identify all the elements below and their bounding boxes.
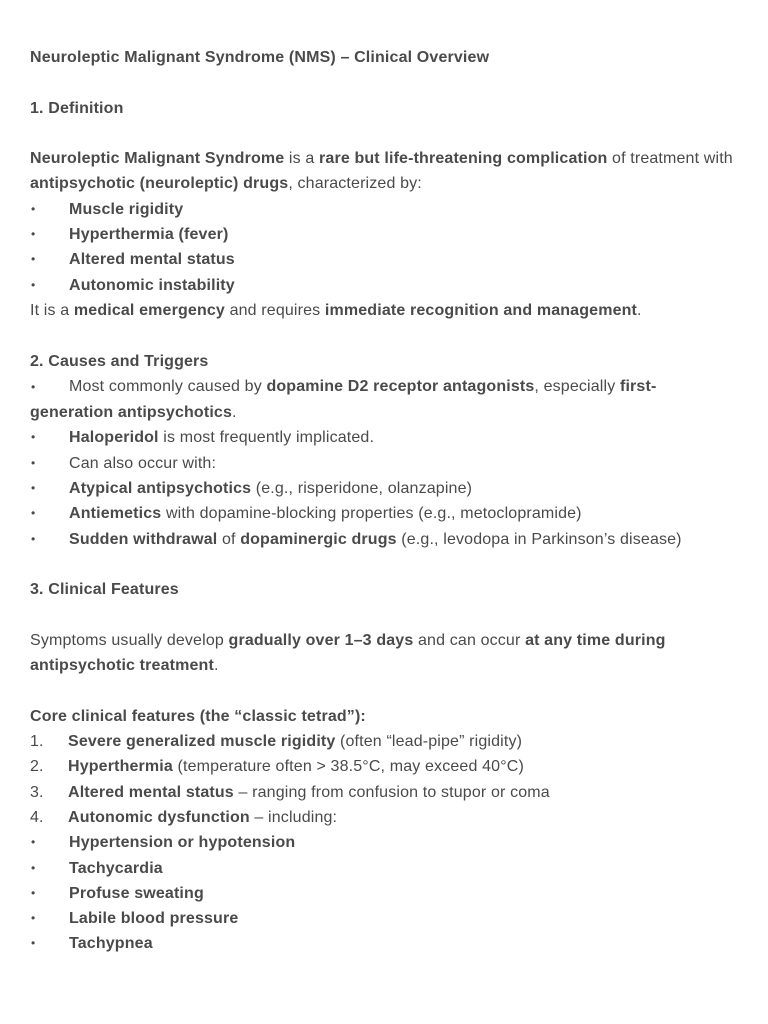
document-title: Neuroleptic Malignant Syndrome (NMS) – Clinical Overview [30, 49, 490, 66]
bullet-icon: • [31, 506, 36, 521]
bullet-icon: • [31, 455, 36, 470]
bullet-icon: • [31, 860, 36, 875]
bullet-icon: • [31, 379, 36, 394]
numbered-item: 1. Severe generalized muscle rigidity (often “lead-pipe” rigidity) [30, 733, 523, 751]
list-item: • Can also occur with: [30, 451, 738, 476]
definition-paragraph: Neuroleptic Malignant Syndrome is a rare but life-threatening complication of treatment with antipsychotic (neuroleptic) drugs, characterized by: [30, 150, 733, 193]
core-features-heading: Core clinical features (the “classic tetrad”): [30, 707, 366, 725]
numbered-item: 4. Autonomic dysfunction – including: [30, 808, 338, 826]
bullet-icon: • [31, 911, 36, 926]
list-item: • Profuse sweating [30, 881, 738, 906]
bullet-icon: • [31, 885, 36, 900]
list-item: • Hypertension or hypotension [30, 830, 738, 855]
list-item: • Most commonly caused by dopamine D2 receptor antagonists, especially first-generation antipsychotics. [30, 374, 738, 426]
bullet-icon: • [31, 252, 36, 267]
list-item: • Muscle rigidity [30, 197, 738, 222]
definition-closing: It is a medical emergency and requires immediate recognition and management. [30, 301, 642, 319]
bullet-icon: • [31, 835, 36, 850]
bullet-icon: • [31, 277, 36, 292]
section-heading-definition: 1. Definition [30, 99, 124, 117]
bullet-icon: • [31, 227, 36, 242]
list-item: • Labile blood pressure [30, 906, 738, 931]
list-item: • Tachycardia [30, 856, 738, 881]
bullet-icon: • [31, 430, 36, 445]
bullet-icon: • [31, 481, 36, 496]
list-item: • Antiemetics with dopamine-blocking properties (e.g., metoclopramide) [30, 501, 738, 526]
list-item: • Sudden withdrawal of dopaminergic drugs (e.g., levodopa in Parkinson’s disease) [30, 527, 738, 552]
numbered-item: 2. Hyperthermia (temperature often > 38.5°C, may exceed 40°C) [30, 758, 524, 776]
section-heading-causes: 2. Causes and Triggers [30, 352, 209, 370]
bullet-icon: • [31, 201, 36, 216]
bullet-icon: • [31, 531, 36, 546]
list-item: • Atypical antipsychotics (e.g., risperidone, olanzapine) [30, 476, 738, 501]
list-item: • Altered mental status [30, 247, 738, 272]
numbered-item: 3. Altered mental status – ranging from confusion to stupor or coma [30, 783, 550, 801]
list-item: • Hyperthermia (fever) [30, 222, 738, 247]
list-item: • Haloperidol is most frequently implicated. [30, 425, 738, 450]
section-heading-clinical-features: 3. Clinical Features [30, 581, 179, 599]
list-item: • Tachypnea [30, 931, 738, 956]
list-item: • Autonomic instability [30, 273, 738, 298]
bullet-icon: • [31, 936, 36, 951]
clinical-features-paragraph: Symptoms usually develop gradually over 1–3 days and can occur at any time during antipsychotic treatment. [30, 631, 666, 675]
